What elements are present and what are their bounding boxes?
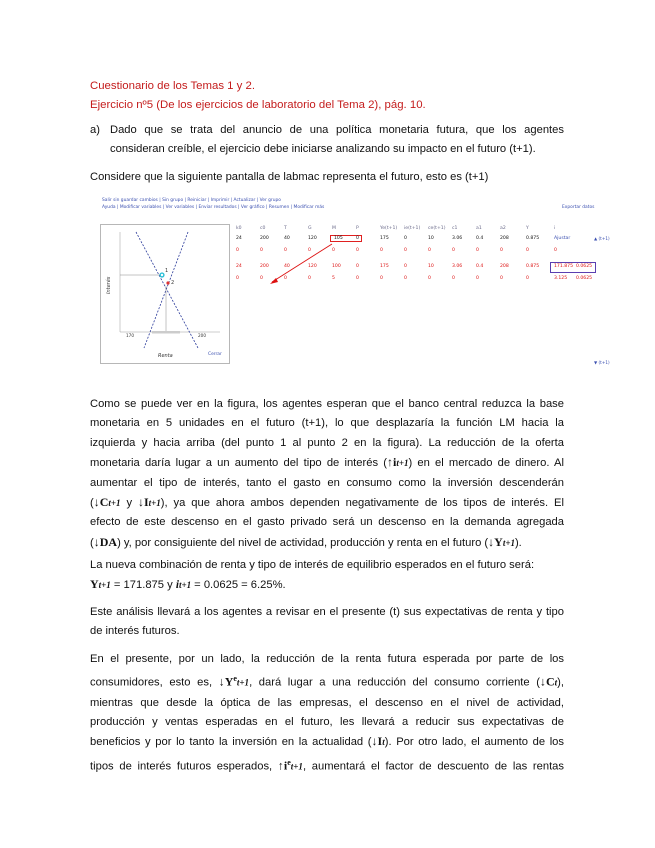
p2-line: La nueva combinación de renta y tipo de interés de equilibrio esperados en el futuro será: bbox=[90, 559, 535, 571]
table-cell: 0 bbox=[404, 264, 407, 269]
table-cell[interactable]: 24 bbox=[236, 236, 242, 241]
p4-line bbox=[90, 669, 564, 693]
export-link[interactable]: Exportar datos bbox=[562, 205, 595, 210]
expected-income-fall-symbol: ↓Y bbox=[218, 675, 234, 690]
p4-line: mientras que desde la óptica de las empresas, el descenso en el nivel de actividad, bbox=[90, 696, 564, 709]
subscript: t+1 bbox=[502, 537, 515, 548]
table-cell: 175 bbox=[380, 264, 389, 269]
col-header: c0 bbox=[260, 226, 266, 231]
table-cell: 0 bbox=[332, 248, 335, 253]
col-header: M bbox=[332, 226, 336, 231]
col-header: T bbox=[284, 226, 287, 231]
p2-text: = 171.875 y bbox=[110, 579, 176, 592]
table-cell: 0 bbox=[356, 248, 359, 253]
table-cell[interactable]: 0.875 bbox=[526, 236, 540, 241]
table-cell: 0 bbox=[404, 276, 407, 281]
consider-text: Considere que la siguiente pantalla de labmac representa el futuro, esto es (t+1) bbox=[90, 171, 489, 183]
table-header-row bbox=[236, 226, 586, 234]
table-cell[interactable]: 10 bbox=[428, 236, 434, 241]
table-cell: 3.06 bbox=[452, 264, 463, 269]
col-header: a1 bbox=[476, 226, 482, 231]
table-cell: 0 bbox=[428, 276, 431, 281]
table-cell: 0 bbox=[284, 248, 287, 253]
p1-text: ) en el mercado de dinero. Al bbox=[408, 457, 564, 470]
table-cell: 0 bbox=[308, 248, 311, 253]
table-cell: 0 bbox=[500, 248, 503, 253]
table-cell[interactable]: 0 bbox=[356, 236, 359, 241]
header-line-1: Cuestionario de los Temas 1 y 2. bbox=[90, 80, 256, 92]
table-cell[interactable]: 0.4 bbox=[476, 236, 484, 241]
p4-text: ), bbox=[557, 677, 564, 690]
labmac-screenshot bbox=[100, 196, 610, 374]
subscript: t+1 bbox=[108, 498, 121, 509]
p4-text: , dará lugar a una reducción del consumo corriente ( bbox=[249, 677, 540, 690]
investment-fall-symbol: ↓I bbox=[137, 495, 149, 510]
table-cell: 0.4 bbox=[476, 264, 484, 269]
table-cell: 0 bbox=[526, 276, 529, 281]
paragraph-1 bbox=[90, 395, 564, 553]
table-cell: 5 bbox=[332, 276, 335, 281]
table-cell[interactable]: 175 bbox=[380, 236, 389, 241]
subscript: t+1 bbox=[98, 580, 111, 591]
col-header: a2 bbox=[500, 226, 506, 231]
scroll-up-control[interactable]: ▲ (t+1) bbox=[594, 236, 610, 241]
col-header: Y bbox=[526, 226, 529, 231]
p1-line: aumentar el tipo de interés, tanto el gasto en consumo como la inversión descenderán bbox=[90, 476, 564, 489]
table-row bbox=[236, 264, 593, 272]
table-cell[interactable]: 0 bbox=[404, 236, 407, 241]
consumption-fall-symbol: ↓C bbox=[539, 675, 555, 690]
table-cell: 0 bbox=[284, 276, 287, 281]
table-cell-highlighted[interactable]: 105 bbox=[330, 235, 362, 242]
table-cell[interactable]: 40 bbox=[284, 236, 290, 241]
table-cell[interactable]: 200 bbox=[260, 236, 269, 241]
x-axis-label: Renta bbox=[158, 353, 173, 359]
item-a-line-1: Dado que se trata del anuncio de una política monetaria futura, que los agentes bbox=[110, 124, 564, 136]
item-a-marker: a) bbox=[90, 124, 100, 136]
subscript: t+1 bbox=[148, 498, 161, 509]
table-cell: 24 bbox=[236, 264, 242, 269]
p4-line bbox=[90, 753, 564, 777]
table-cell: 0 bbox=[452, 276, 455, 281]
p3-line: de interés futuros. bbox=[90, 625, 180, 638]
p1-text: y bbox=[120, 497, 138, 510]
p1-line: izquierda y hacia arriba (del punto 1 al punto 2 en la figura). La reducción de la oferta bbox=[90, 436, 564, 449]
p1-line bbox=[90, 453, 564, 473]
income-symbol: Y bbox=[90, 577, 99, 592]
tick-right: 200 bbox=[198, 333, 206, 338]
p4-text: tipos de interés futuros esperados, bbox=[90, 760, 278, 773]
col-header: Ye(t+1) bbox=[380, 226, 398, 231]
table-cell: 0 bbox=[476, 248, 479, 253]
table-cell: 0 bbox=[554, 248, 557, 253]
subscript: t bbox=[554, 678, 558, 689]
col-header: ie(t+1) bbox=[404, 226, 421, 231]
table-cell: 0 bbox=[308, 276, 311, 281]
close-link: Cerrar bbox=[208, 352, 222, 357]
consumption-fall-symbol: ↓C bbox=[93, 495, 109, 510]
table-cell[interactable]: 120 bbox=[308, 236, 317, 241]
table-cell: 100 bbox=[332, 264, 341, 269]
demand-fall-symbol: ↓DA bbox=[93, 534, 118, 549]
table-cell: 0 bbox=[380, 276, 383, 281]
menu-line-1[interactable]: Salir sin guardar cambios | Sin grupo | Reiniciar | Imprimir | Actualizar | Ver grupo bbox=[102, 198, 281, 203]
point-2-label: 2 bbox=[171, 280, 175, 286]
subscript: t+1 bbox=[396, 458, 409, 469]
table-cell: 0 bbox=[526, 248, 529, 253]
p4-text: , aumentará el factor de descuento de las rentas bbox=[302, 760, 564, 773]
table-cell: 0 bbox=[356, 264, 359, 269]
superscript: e bbox=[287, 757, 291, 767]
table-cell: 0.0625 bbox=[576, 276, 593, 281]
result-interes: 0.0625 bbox=[576, 264, 593, 269]
paragraph-2 bbox=[90, 556, 564, 596]
p4-line: producción y ventas esperadas en el futuro, les llevará a reducir sus expectativas de bbox=[90, 715, 564, 728]
table-cell: 0 bbox=[404, 248, 407, 253]
menu-line-2[interactable]: Ayuda | Modificar variables | Ver variables | Enviar resultados | Ver gráfico | Resumen | Modificar más bbox=[102, 205, 325, 210]
subscript: t+1 bbox=[236, 678, 250, 689]
col-header: c1 bbox=[452, 226, 458, 231]
table-cell: 120 bbox=[308, 264, 317, 269]
table-cell: 200 bbox=[260, 264, 269, 269]
table-cell: 0 bbox=[428, 248, 431, 253]
table-cell[interactable]: 3.06 bbox=[452, 236, 463, 241]
table-cell: 10 bbox=[428, 264, 434, 269]
table-cell: 0 bbox=[356, 276, 359, 281]
p4-line bbox=[90, 732, 564, 752]
p1-line: (↓Ct+1 y ↓It+1), ya que ahora ambos dependen negativamente de los tipos de interés. El bbox=[90, 495, 564, 510]
subscript: t bbox=[382, 737, 385, 748]
superscript: e bbox=[233, 674, 237, 684]
p2-text: = 0.0625 = 6.25%. bbox=[191, 579, 286, 592]
expected-interest-rise-symbol: ↑i bbox=[277, 758, 288, 773]
table-cell: 0 bbox=[476, 276, 479, 281]
table-cell: 3.125 bbox=[554, 276, 568, 281]
p1-line: monetaria en 5 unidades en el futuro (t+1), lo que desplazaría la función LM hacia la bbox=[90, 417, 564, 430]
table-cell: 0.875 bbox=[526, 264, 540, 269]
table-cell: 208 bbox=[500, 264, 509, 269]
col-header: G bbox=[308, 226, 312, 231]
table-cell: 0 bbox=[452, 248, 455, 253]
interest-symbol: i bbox=[175, 579, 179, 592]
p4-text: consumidores, esto es, bbox=[90, 677, 219, 690]
p4-text: beneficios y por lo tanto la inversión en la actualidad ( bbox=[90, 736, 372, 749]
p1-line: efecto de este descenso en el gasto privado será un descenso en la demanda agregada bbox=[90, 516, 564, 529]
p1-line: Como se puede ver en la figura, los agentes esperan que el banco central reduzca la base bbox=[90, 398, 564, 410]
subscript: t+1 bbox=[178, 580, 192, 591]
col-header: k0 bbox=[236, 226, 242, 231]
p3-line: Este análisis llevará a los agentes a revisar en el presente (t) sus expectativas de renta y tipo bbox=[90, 606, 564, 618]
col-header: ce(t+1) bbox=[428, 226, 446, 231]
p1-text: ), ya que ahora ambos dependen negativamente de los tipos de interés. El bbox=[160, 497, 564, 510]
col-header: P bbox=[356, 226, 359, 231]
result-renta: 171.875 bbox=[554, 264, 573, 269]
table-cell: 0 bbox=[260, 248, 263, 253]
table-row bbox=[236, 236, 586, 244]
table-row bbox=[236, 276, 593, 284]
table-cell[interactable]: 208 bbox=[500, 236, 509, 241]
point-1-label: 1 bbox=[165, 268, 169, 274]
interest-rise-symbol: ↑i bbox=[386, 455, 397, 470]
header-line-2: Ejercicio nº5 (De los ejercicios de laboratorio del Tema 2), pág. 10. bbox=[90, 99, 426, 111]
p4-line: En el presente, por un lado, la reducción de la renta futura esperada por parte de los bbox=[90, 653, 564, 665]
tick-left: 170 bbox=[126, 333, 134, 338]
y-axis-label: Interés bbox=[106, 276, 112, 294]
table-cell: 0 bbox=[260, 276, 263, 281]
table-cell: 0 bbox=[380, 248, 383, 253]
table-row bbox=[236, 248, 586, 256]
annotation-arrow bbox=[100, 196, 610, 374]
scroll-down-control[interactable]: ▼ (t+1) bbox=[594, 360, 610, 365]
item-a-line-2: consideran creíble, el ejercicio debe iniciarse analizando su impacto en el futuro (t+1). bbox=[110, 143, 536, 155]
table-cell: 0 bbox=[236, 276, 239, 281]
p1-text: ). bbox=[514, 536, 522, 549]
table-cell: 0 bbox=[500, 276, 503, 281]
col-header: i bbox=[554, 226, 556, 231]
income-fall-symbol: ↓Y bbox=[488, 534, 503, 549]
investment-fall-symbol: ↓I bbox=[371, 734, 383, 749]
p2-line bbox=[90, 575, 564, 595]
paragraph-3 bbox=[90, 603, 564, 642]
p1-line: (↓DA) y, por consiguiente del nivel de actividad, producción y renta en el futuro (↓Yt+1). bbox=[90, 534, 522, 549]
table-cell: 0 bbox=[236, 248, 239, 253]
table-cell: 40 bbox=[284, 264, 290, 269]
p4-text: ). Por otro lado, el aumento de los bbox=[384, 736, 564, 749]
p1-text: ) y, por consiguiente del nivel de actividad, producción y renta en el futuro ( bbox=[117, 536, 489, 549]
subscript: t+1 bbox=[290, 761, 303, 772]
adjust-button[interactable]: Ajustar bbox=[554, 236, 571, 241]
p1-text: monetaria daría lugar a un aumento del tipo de interés ( bbox=[90, 457, 387, 470]
paragraph-4 bbox=[90, 650, 564, 777]
